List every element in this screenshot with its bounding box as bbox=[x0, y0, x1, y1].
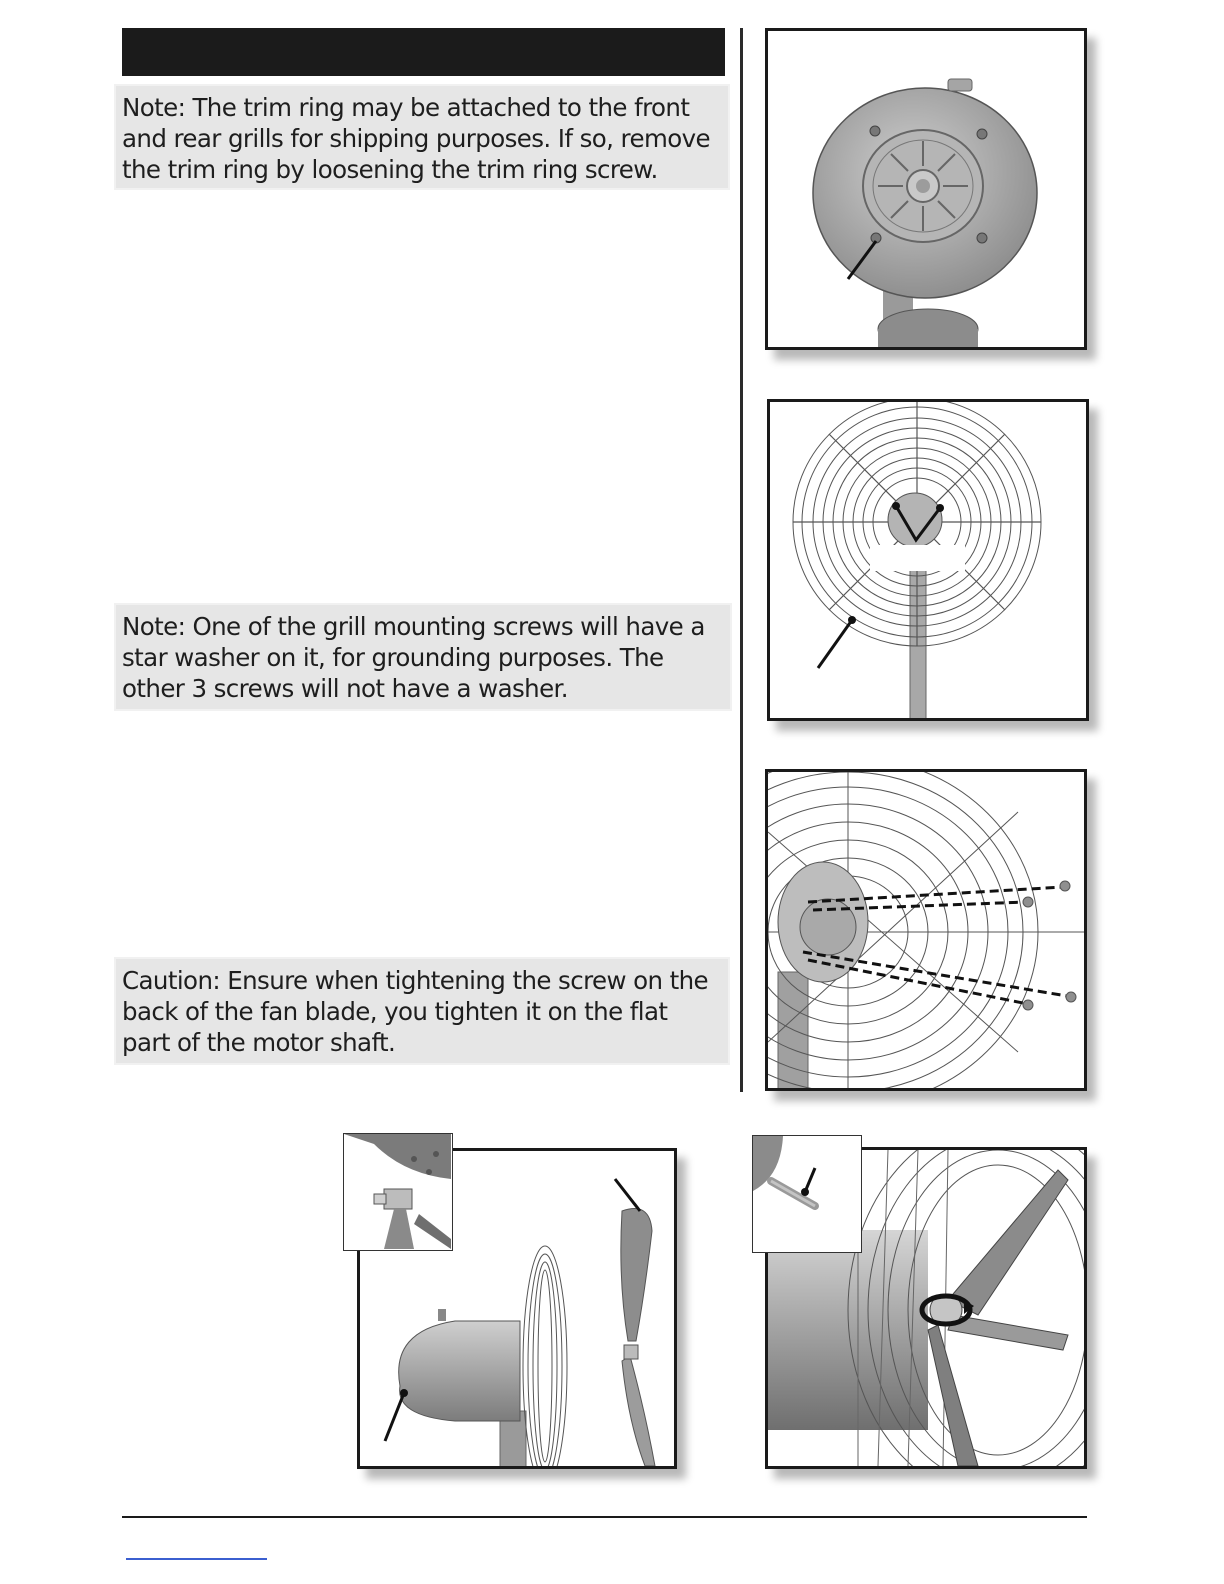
figure-rear-grill bbox=[767, 399, 1089, 721]
column-divider bbox=[740, 28, 743, 1092]
shaft-detail-illustration bbox=[344, 1134, 451, 1249]
screw-detail-illustration bbox=[753, 1136, 860, 1251]
blade-caution-note bbox=[114, 957, 730, 1065]
rear-housing-illustration bbox=[768, 31, 1084, 347]
grill-screws-illustration bbox=[768, 772, 1084, 1088]
footer-divider bbox=[122, 1516, 1087, 1518]
grill-screws-note bbox=[114, 603, 732, 711]
section-header-bar bbox=[122, 28, 725, 76]
rear-grill-illustration bbox=[770, 402, 1086, 718]
figure-rear-housing bbox=[765, 28, 1087, 350]
trim-ring-note-text: Note: The trim ring may be attached to the front and rear grills for shipping purposes. If so, remove the trim ring by loosening the trim ring screw. bbox=[122, 93, 710, 184]
blade-install-detail-inset bbox=[343, 1133, 453, 1251]
figure-grill-screws bbox=[765, 769, 1087, 1091]
trim-ring-note bbox=[114, 84, 730, 190]
grill-screws-note-text: Note: One of the grill mounting screws will have a star washer on it, for grounding purposes. The other 3 screws will not have a washer. bbox=[122, 612, 705, 703]
footer-link-underline[interactable] bbox=[126, 1558, 267, 1560]
blade-caution-note-text: Caution: Ensure when tightening the screw on the back of the fan blade, you tighten it on the flat part of the motor shaft. bbox=[122, 966, 709, 1057]
blade-tighten-detail-inset bbox=[752, 1135, 862, 1253]
